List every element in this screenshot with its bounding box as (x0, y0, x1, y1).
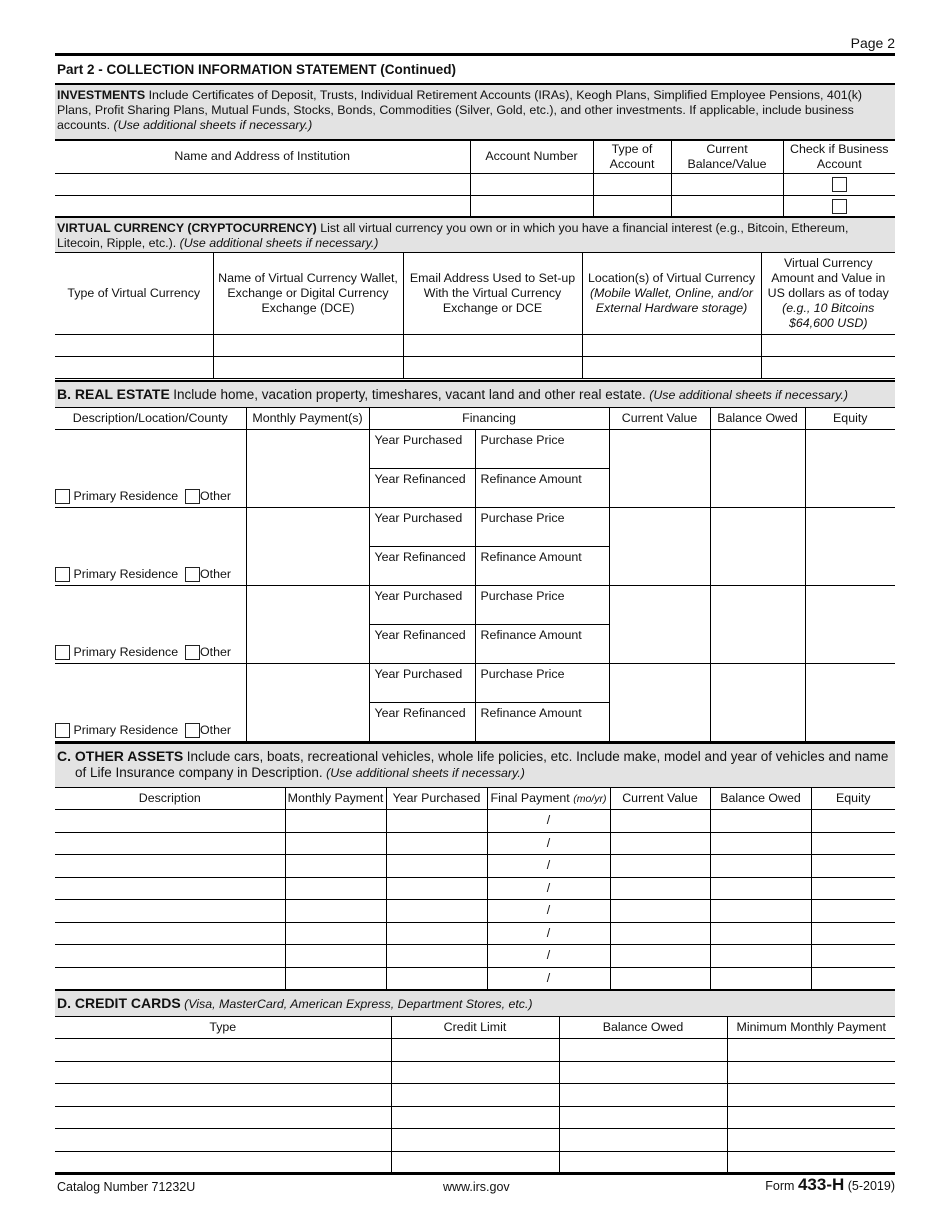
monthly-payment-field[interactable] (246, 430, 369, 508)
other-assets-table (55, 787, 895, 990)
asset-balance-field[interactable] (710, 855, 811, 878)
asset-payment-field[interactable] (285, 832, 386, 855)
real-estate-instructions (55, 380, 895, 407)
primary-residence-checkbox[interactable] (55, 489, 70, 504)
location-field[interactable] (582, 357, 761, 379)
asset-year-field[interactable] (386, 832, 487, 855)
asset-final-payment-field[interactable]: / (487, 900, 610, 923)
asset-year-field[interactable] (386, 810, 487, 833)
table-row (55, 357, 895, 379)
year-refinanced-field[interactable]: Year Refinanced (369, 469, 475, 508)
property-row (55, 664, 895, 703)
primary-residence-label: Primary Residence (73, 645, 179, 659)
equity-field[interactable] (805, 586, 895, 664)
email-field[interactable] (403, 357, 582, 379)
year-purchased-field[interactable]: Year Purchased (369, 508, 475, 547)
account-type-field[interactable] (593, 173, 671, 195)
asset-value-field[interactable] (610, 832, 710, 855)
table-row (55, 1129, 895, 1152)
other-checkbox[interactable] (185, 645, 200, 660)
virtual-currency-text: List all virtual currency you own or in which you have a financial interest (e.g., Bitcoin, Ethereum, Litecoin, Ripple, etc.). (57, 221, 849, 250)
asset-description-field[interactable] (55, 945, 285, 968)
table-row (55, 1106, 895, 1129)
refinance-amount-field[interactable]: Refinance Amount (475, 547, 609, 586)
balance-field[interactable] (671, 195, 783, 217)
asset-description-field[interactable] (55, 810, 285, 833)
purchase-price-field[interactable]: Purchase Price (475, 586, 609, 625)
col-current-value: Current Value (610, 788, 710, 810)
min-payment-field[interactable] (727, 1151, 895, 1174)
other-checkbox[interactable] (185, 489, 200, 504)
wallet-field[interactable] (213, 357, 403, 379)
account-number-field[interactable] (470, 195, 593, 217)
year-refinanced-field[interactable]: Year Refinanced (369, 625, 475, 664)
asset-equity-field[interactable] (811, 922, 895, 945)
virtual-currency-header-row (55, 253, 895, 335)
credit-limit-field[interactable] (391, 1061, 559, 1084)
top-rule (55, 53, 895, 56)
form-number: 433-H (797, 1175, 845, 1194)
asset-description-field[interactable] (55, 832, 285, 855)
property-description-field[interactable] (55, 586, 246, 664)
credit-limit-field[interactable] (391, 1039, 559, 1062)
property-description-field[interactable] (55, 664, 246, 742)
credit-limit-field[interactable] (391, 1129, 559, 1152)
form-revision: (5-2019) (847, 1179, 895, 1193)
min-payment-field[interactable] (727, 1084, 895, 1107)
current-value-field[interactable] (609, 430, 710, 508)
col-balance-owed: Balance Owed (559, 1017, 727, 1039)
year-refinanced-field[interactable]: Year Refinanced (369, 703, 475, 742)
table-row (55, 810, 895, 833)
balance-owed-field[interactable] (710, 586, 805, 664)
asset-payment-field[interactable] (285, 967, 386, 990)
asset-year-field[interactable] (386, 922, 487, 945)
refinance-amount-field[interactable]: Refinance Amount (475, 703, 609, 742)
asset-payment-field[interactable] (285, 900, 386, 923)
asset-equity-field[interactable] (811, 877, 895, 900)
asset-value-field[interactable] (610, 945, 710, 968)
primary-residence-checkbox[interactable] (55, 723, 70, 738)
asset-final-payment-field[interactable]: / (487, 967, 610, 990)
balance-owed-field[interactable] (710, 664, 805, 742)
min-payment-field[interactable] (727, 1129, 895, 1152)
asset-final-payment-field[interactable]: / (487, 832, 610, 855)
credit-cards-header-row (55, 1017, 895, 1039)
property-description-field[interactable] (55, 508, 246, 586)
investments-table (55, 139, 895, 218)
other-assets-heading: C. OTHER ASSETS (57, 748, 184, 764)
equity-field[interactable] (805, 508, 895, 586)
catalog-number: Catalog Number 71232U (57, 1180, 196, 1194)
col-balance-owed: Balance Owed (710, 788, 811, 810)
equity-field[interactable] (805, 664, 895, 742)
col-account-type: Type of Account (593, 140, 671, 173)
asset-year-field[interactable] (386, 900, 487, 923)
amount-field[interactable] (761, 335, 895, 357)
credit-limit-field[interactable] (391, 1151, 559, 1174)
asset-balance-field[interactable] (710, 832, 811, 855)
balance-owed-field[interactable] (710, 508, 805, 586)
col-equity: Equity (805, 408, 895, 430)
monthly-payment-field[interactable] (246, 586, 369, 664)
other-label: Other (200, 645, 232, 659)
col-financing: Financing (369, 408, 609, 430)
table-row (55, 945, 895, 968)
asset-equity-field[interactable] (811, 967, 895, 990)
other-assets-text: Include cars, boats, recreational vehicles, whole life policies, etc. Include make, model and year of vehicles and name of Life Insurance company in Description. (75, 749, 889, 780)
asset-value-field[interactable] (610, 877, 710, 900)
asset-description-field[interactable] (55, 922, 285, 945)
other-checkbox[interactable] (185, 723, 200, 738)
asset-year-field[interactable] (386, 945, 487, 968)
card-balance-field[interactable] (559, 1106, 727, 1129)
other-checkbox[interactable] (185, 567, 200, 582)
card-balance-field[interactable] (559, 1039, 727, 1062)
min-payment-field[interactable] (727, 1106, 895, 1129)
table-row (55, 1061, 895, 1084)
page-number: Page 2 (850, 35, 895, 51)
current-value-field[interactable] (609, 508, 710, 586)
balance-field[interactable] (671, 173, 783, 195)
credit-limit-field[interactable] (391, 1084, 559, 1107)
credit-limit-field[interactable] (391, 1106, 559, 1129)
real-estate-table (55, 407, 895, 742)
min-payment-field[interactable] (727, 1039, 895, 1062)
asset-description-field[interactable] (55, 967, 285, 990)
investments-text: Include Certificates of Deposit, Trusts, Individual Retirement Accounts (IRAs), Keogh Plans, Simplified Employee Pensions, 401(k) Plans, Profit Sharing Plans, Mutual Funds, Stocks, Bonds, Commodities (Silver, Gold, etc.), and other investments. If applicable, include business accounts. (57, 88, 863, 132)
asset-equity-field[interactable] (811, 810, 895, 833)
real-estate-header-row (55, 408, 895, 430)
table-row (55, 1151, 895, 1174)
asset-final-payment-field[interactable]: / (487, 877, 610, 900)
asset-description-field[interactable] (55, 900, 285, 923)
card-type-field[interactable] (55, 1061, 391, 1084)
primary-residence-checkbox[interactable] (55, 645, 70, 660)
table-row (55, 832, 895, 855)
property-row (55, 430, 895, 469)
col-year-purchased: Year Purchased (386, 788, 487, 810)
card-type-field[interactable] (55, 1106, 391, 1129)
card-type-field[interactable] (55, 1084, 391, 1107)
currency-type-field[interactable] (55, 357, 213, 379)
year-purchased-field[interactable]: Year Purchased (369, 430, 475, 469)
col-description: Description/Location/County (55, 408, 246, 430)
other-assets-note: (Use additional sheets if necessary.) (326, 766, 525, 780)
asset-balance-field[interactable] (710, 900, 811, 923)
purchase-price-field[interactable]: Purchase Price (475, 508, 609, 547)
col-location: Location(s) of Virtual Currency (Mobile Wallet, Online, and/or External Hardware storage) (582, 253, 761, 335)
account-number-field[interactable] (470, 173, 593, 195)
col-min-payment: Minimum Monthly Payment (727, 1017, 895, 1039)
property-description-field[interactable] (55, 430, 246, 508)
col-institution: Name and Address of Institution (55, 140, 470, 173)
table-row (55, 855, 895, 878)
equity-field[interactable] (805, 430, 895, 508)
amount-field[interactable] (761, 357, 895, 379)
col-balance-owed: Balance Owed (710, 408, 805, 430)
website: www.irs.gov (443, 1180, 510, 1194)
credit-cards-instructions (55, 989, 895, 1016)
balance-owed-field[interactable] (710, 430, 805, 508)
investments-header-row (55, 140, 895, 173)
table-row (55, 1039, 895, 1062)
form-id (765, 1175, 895, 1195)
table-row (55, 195, 895, 217)
asset-equity-field[interactable] (811, 900, 895, 923)
asset-value-field[interactable] (610, 922, 710, 945)
real-estate-note: (Use additional sheets if necessary.) (649, 388, 849, 402)
purchase-price-field[interactable]: Purchase Price (475, 664, 609, 703)
email-field[interactable] (403, 335, 582, 357)
virtual-currency-heading: VIRTUAL CURRENCY (CRYPTOCURRENCY) (57, 221, 317, 235)
asset-balance-field[interactable] (710, 967, 811, 990)
account-type-field[interactable] (593, 195, 671, 217)
primary-residence-checkbox[interactable] (55, 567, 70, 582)
investments-instructions (55, 83, 895, 139)
virtual-currency-instructions (55, 216, 895, 252)
asset-final-payment-field[interactable]: / (487, 945, 610, 968)
investments-heading: INVESTMENTS (57, 88, 146, 102)
col-currency-type: Type of Virtual Currency (55, 253, 213, 335)
asset-description-field[interactable] (55, 855, 285, 878)
current-value-field[interactable] (609, 586, 710, 664)
asset-value-field[interactable] (610, 855, 710, 878)
other-assets-instructions (55, 742, 895, 787)
table-row (55, 877, 895, 900)
year-purchased-field[interactable]: Year Purchased (369, 586, 475, 625)
primary-residence-label: Primary Residence (73, 567, 179, 581)
purchase-price-field[interactable]: Purchase Price (475, 430, 609, 469)
asset-final-payment-field[interactable]: / (487, 810, 610, 833)
institution-field[interactable] (55, 173, 470, 195)
asset-value-field[interactable] (610, 810, 710, 833)
credit-cards-heading: D. CREDIT CARDS (57, 995, 181, 1011)
card-type-field[interactable] (55, 1151, 391, 1174)
business-account-checkbox[interactable] (832, 199, 847, 214)
asset-payment-field[interactable] (285, 945, 386, 968)
form-page (55, 0, 895, 1230)
asset-final-payment-field[interactable]: / (487, 922, 610, 945)
col-current-value: Current Value (609, 408, 710, 430)
other-assets-header-row (55, 788, 895, 810)
real-estate-text: Include home, vacation property, timeshares, vacant land and other real estate. (173, 387, 646, 402)
col-type: Type (55, 1017, 391, 1039)
other-label: Other (200, 489, 232, 503)
col-wallet: Name of Virtual Currency Wallet, Exchange or Digital Currency Exchange (DCE) (213, 253, 403, 335)
asset-year-field[interactable] (386, 855, 487, 878)
asset-balance-field[interactable] (710, 877, 811, 900)
col-monthly-payment: Monthly Payment (285, 788, 386, 810)
col-account-number: Account Number (470, 140, 593, 173)
refinance-amount-field[interactable]: Refinance Amount (475, 469, 609, 508)
year-purchased-field[interactable]: Year Purchased (369, 664, 475, 703)
primary-residence-label: Primary Residence (73, 723, 179, 737)
part-title: Part 2 - COLLECTION INFORMATION STATEMENT (Continued) (57, 62, 456, 77)
refinance-amount-field[interactable]: Refinance Amount (475, 625, 609, 664)
wallet-field[interactable] (213, 335, 403, 357)
monthly-payment-field[interactable] (246, 664, 369, 742)
card-type-field[interactable] (55, 1129, 391, 1152)
credit-cards-table (55, 1016, 895, 1174)
asset-payment-field[interactable] (285, 855, 386, 878)
card-type-field[interactable] (55, 1039, 391, 1062)
asset-balance-field[interactable] (710, 945, 811, 968)
asset-equity-field[interactable] (811, 945, 895, 968)
asset-description-field[interactable] (55, 877, 285, 900)
form-word: Form (765, 1179, 795, 1193)
col-amount: Virtual Currency Amount and Value in US dollars as of today (e.g., 10 Bitcoins $64,600 USD) (761, 253, 895, 335)
asset-payment-field[interactable] (285, 922, 386, 945)
asset-value-field[interactable] (610, 967, 710, 990)
asset-equity-field[interactable] (811, 855, 895, 878)
col-monthly-payment: Monthly Payment(s) (246, 408, 369, 430)
col-email: Email Address Used to Set-up With the Virtual Currency Exchange or DCE (403, 253, 582, 335)
card-balance-field[interactable] (559, 1061, 727, 1084)
currency-type-field[interactable] (55, 335, 213, 357)
primary-residence-label: Primary Residence (73, 489, 179, 503)
location-field[interactable] (582, 335, 761, 357)
card-balance-field[interactable] (559, 1084, 727, 1107)
virtual-currency-table (55, 252, 895, 379)
business-account-checkbox[interactable] (832, 177, 847, 192)
asset-year-field[interactable] (386, 877, 487, 900)
asset-year-field[interactable] (386, 967, 487, 990)
asset-payment-field[interactable] (285, 877, 386, 900)
asset-final-payment-field[interactable]: / (487, 855, 610, 878)
asset-payment-field[interactable] (285, 810, 386, 833)
card-balance-field[interactable] (559, 1151, 727, 1174)
asset-balance-field[interactable] (710, 810, 811, 833)
asset-balance-field[interactable] (710, 922, 811, 945)
table-row (55, 967, 895, 990)
year-refinanced-field[interactable]: Year Refinanced (369, 547, 475, 586)
col-credit-limit: Credit Limit (391, 1017, 559, 1039)
table-row (55, 900, 895, 923)
real-estate-heading: B. REAL ESTATE (57, 386, 170, 402)
asset-equity-field[interactable] (811, 832, 895, 855)
other-label: Other (200, 567, 232, 581)
col-description: Description (55, 788, 285, 810)
virtual-currency-note: (Use additional sheets if necessary.) (179, 236, 379, 250)
other-label: Other (200, 723, 232, 737)
col-equity: Equity (811, 788, 895, 810)
credit-cards-note: (Visa, MasterCard, American Express, Department Stores, etc.) (184, 997, 533, 1011)
table-row (55, 173, 895, 195)
current-value-field[interactable] (609, 664, 710, 742)
min-payment-field[interactable] (727, 1061, 895, 1084)
card-balance-field[interactable] (559, 1129, 727, 1152)
investments-note: (Use additional sheets if necessary.) (113, 118, 313, 132)
monthly-payment-field[interactable] (246, 508, 369, 586)
property-row (55, 508, 895, 547)
table-row (55, 922, 895, 945)
col-business-check: Check if Business Account (783, 140, 895, 173)
institution-field[interactable] (55, 195, 470, 217)
property-row (55, 586, 895, 625)
table-row (55, 1084, 895, 1107)
asset-value-field[interactable] (610, 900, 710, 923)
col-final-payment: Final Payment (mo/yr) (487, 788, 610, 810)
col-current-balance: Current Balance/Value (671, 140, 783, 173)
table-row (55, 335, 895, 357)
